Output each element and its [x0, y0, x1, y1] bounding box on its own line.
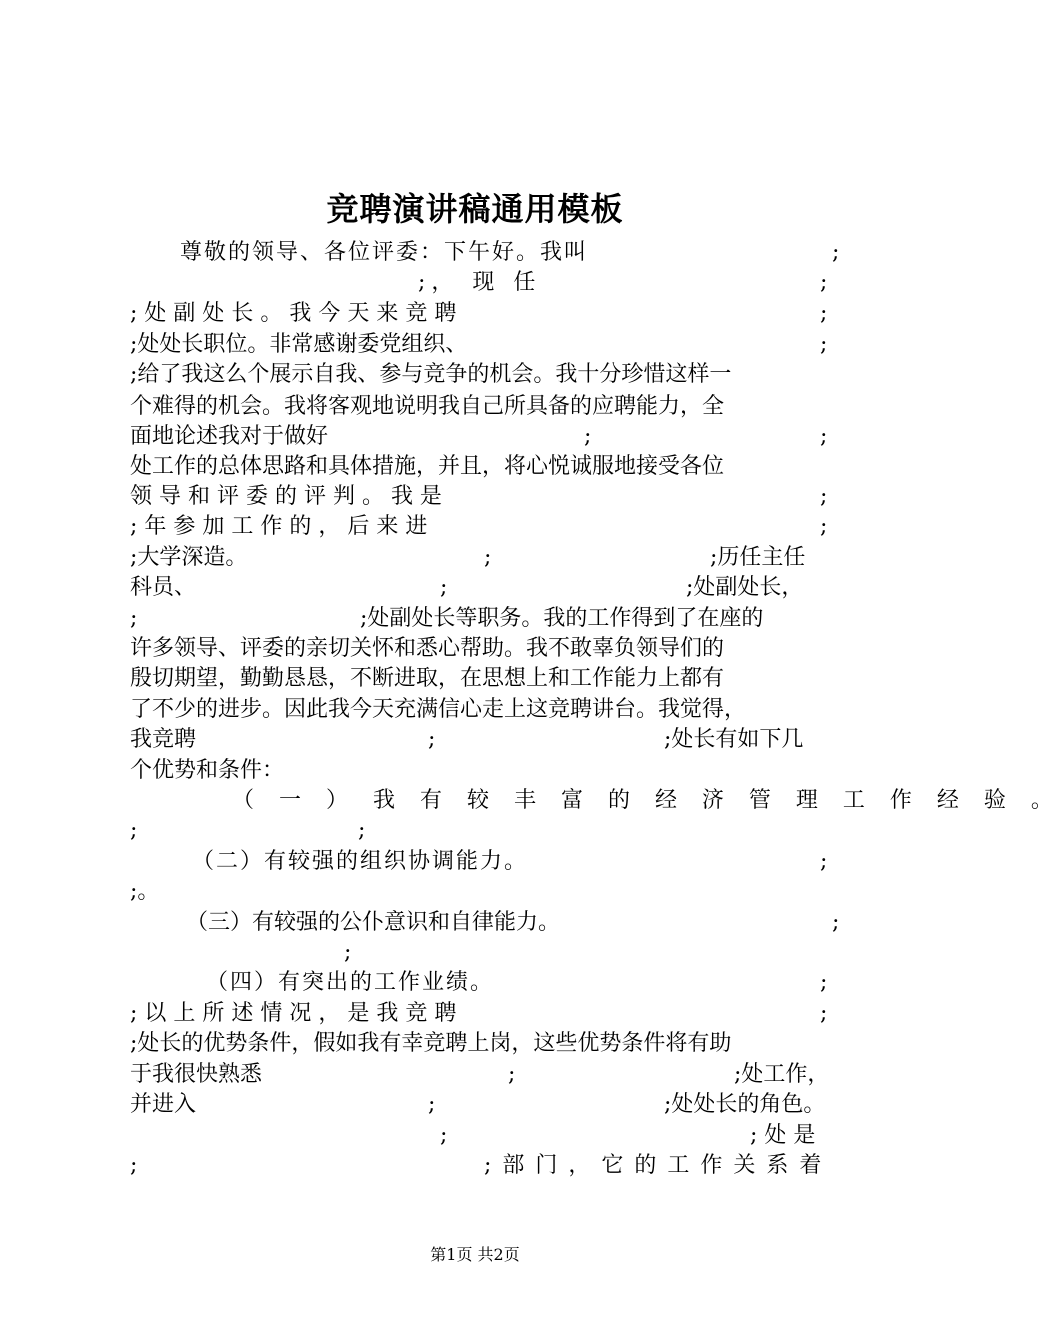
text-segment: ;	[440, 575, 448, 600]
paragraph-line	[130, 392, 842, 422]
text-segment: 处工作的总体思路和具体措施，并且，将心悦诚服地接受各位	[130, 454, 725, 479]
text-segment: 许多领导、评委的亲切关怀和悉心帮助。我不敢辜负领导们的	[130, 636, 725, 661]
paragraph-line	[130, 1090, 842, 1120]
text-segment: ; 处 副 处 长 。 我 今 天 来 竞 聘	[130, 301, 457, 326]
text-segment: ;处处长职位。非常感谢委党组织、	[130, 332, 468, 357]
paragraph-line	[130, 330, 842, 360]
text-segment: ;	[130, 1153, 138, 1178]
text-segment: ;给了我这么个展示自我、参与竞争的机会。我十分珍惜这样一	[130, 362, 732, 387]
text-segment: ;	[820, 849, 828, 874]
paragraph-line	[130, 695, 842, 725]
paragraph-line	[130, 1121, 842, 1151]
text-segment: 尊敬的领导、各位评委：下午好。我叫	[180, 240, 589, 265]
paragraph-line	[130, 482, 842, 512]
text-segment: ;	[358, 818, 366, 843]
paragraph-line	[130, 847, 842, 877]
paragraph-line	[130, 664, 842, 694]
paragraph-line	[130, 512, 842, 542]
text-segment: ;	[820, 1001, 828, 1026]
text-segment: 于我很快熟悉	[130, 1062, 263, 1087]
text-segment: ; 以 上 所 述 情 况 ， 是 我 竞 聘	[130, 1001, 457, 1026]
page-footer: 第1页 共2页	[430, 1245, 520, 1264]
text-segment: 殷切期望，勤勤恳恳，不断进取，在思想上和工作能力上都有	[130, 666, 725, 691]
text-segment: ;处长有如下几	[664, 727, 804, 752]
text-segment: （四）有突出的工作业绩。	[206, 970, 495, 995]
text-segment: 我竞聘	[130, 727, 197, 752]
text-segment: ; 年 参 加 工 作 的 ， 后 来 进	[130, 514, 428, 539]
text-segment: 面地论述我对于做好	[130, 424, 329, 449]
text-segment: 个难得的机会。我将客观地说明我自己所具备的应聘能力，全	[130, 394, 725, 419]
text-segment: （二）有较强的组织协调能力。	[192, 849, 529, 874]
text-segment: ;	[440, 1123, 448, 1148]
text-segment: ;处长的优势条件，假如我有幸竞聘上岗，这些优势条件将有助	[130, 1031, 732, 1056]
text-segment: ;	[820, 270, 828, 295]
paragraph-line	[130, 238, 842, 268]
text-segment: ;	[832, 240, 840, 265]
text-segment: 科员、	[130, 575, 197, 600]
document-title: 竞聘演讲稿通用模板	[326, 190, 624, 228]
text-segment: ;历任主任	[710, 545, 806, 570]
paragraph-line	[130, 1151, 842, 1181]
paragraph-line	[130, 422, 842, 452]
text-segment: ;	[820, 514, 828, 539]
paragraph-line	[130, 756, 842, 786]
text-segment: 并进入	[130, 1092, 197, 1117]
text-segment: ;	[820, 301, 828, 326]
text-segment: ;	[820, 970, 828, 995]
paragraph-line	[130, 968, 842, 998]
text-segment: ;大学深造。	[130, 545, 248, 570]
paragraph-line	[130, 938, 842, 968]
text-segment: ;	[428, 1092, 436, 1117]
paragraph-line	[130, 604, 842, 634]
text-segment: ;， 现 任	[418, 270, 542, 295]
text-segment: ;	[344, 940, 352, 965]
text-segment: ;处工作，	[734, 1062, 830, 1087]
paragraph-line	[130, 299, 842, 329]
paragraph-line	[130, 452, 842, 482]
text-segment: ;处处长的角色。	[664, 1092, 826, 1117]
text-segment: 了不少的进步。因此我今天充满信心走上这竞聘讲台。我觉得，	[130, 697, 747, 722]
text-segment: ;	[832, 910, 840, 935]
paragraph-line	[130, 1060, 842, 1090]
text-segment: ;	[484, 545, 492, 570]
paragraph-line	[130, 1029, 842, 1059]
paragraph-line	[130, 725, 842, 755]
text-segment: ; 部 门 ， 它 的 工 作 关 系 着	[484, 1153, 824, 1178]
text-segment: ;。	[130, 879, 160, 904]
text-segment: ;	[820, 332, 828, 357]
paragraph-line	[130, 816, 842, 846]
paragraph-line	[130, 999, 842, 1029]
text-segment: ; 处 是	[750, 1123, 816, 1148]
text-segment: ;	[428, 727, 436, 752]
paragraph-line	[130, 268, 842, 298]
text-segment: 领 导 和 评 委 的 评 判 。 我 是	[130, 484, 442, 509]
paragraph-line	[130, 634, 842, 664]
text-segment: ;	[130, 818, 138, 843]
text-segment: ;	[508, 1062, 516, 1087]
paragraph-line	[130, 543, 842, 573]
paragraph-line	[130, 573, 842, 603]
text-segment: ;	[130, 606, 138, 631]
paragraph-line	[130, 908, 842, 938]
paragraph-line	[130, 360, 842, 390]
text-segment: （ 一 ） 我 有 较 丰 富 的 经 济 管 理 工 作 经 验 。	[232, 788, 1062, 813]
paragraph-line	[130, 877, 842, 907]
text-segment: 个优势和条件：	[130, 758, 285, 783]
paragraph-line	[130, 786, 1062, 816]
text-segment: ;处副处长，	[686, 575, 804, 600]
text-segment: ;	[820, 484, 828, 509]
text-segment: （三）有较强的公仆意识和自律能力。	[186, 910, 561, 935]
text-segment: ;	[584, 424, 592, 449]
text-segment: ;处副处长等职务。我的工作得到了在座的	[360, 606, 764, 631]
text-segment: ;	[820, 424, 828, 449]
